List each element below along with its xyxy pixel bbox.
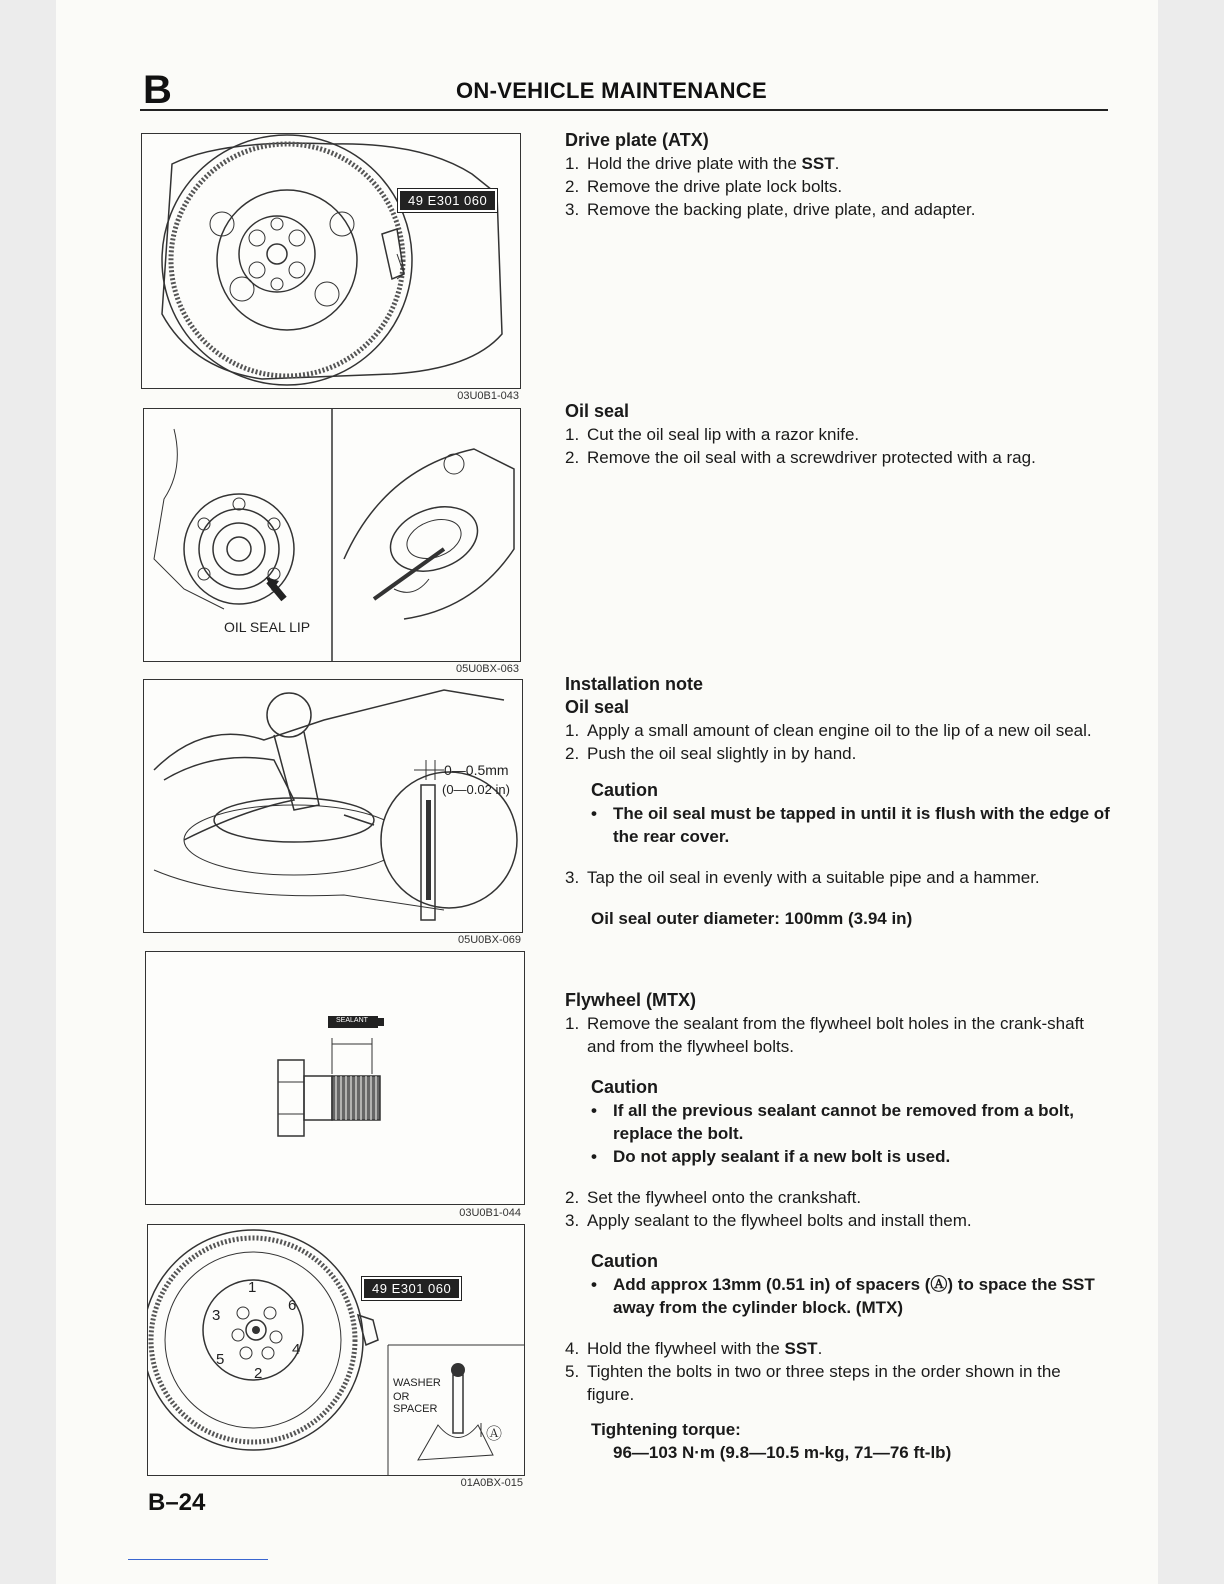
section-letter: B: [143, 68, 172, 112]
step-text-part: .: [834, 154, 840, 173]
step-text-part: Hold the flywheel with the: [587, 1339, 785, 1358]
step-text: Remove the backing plate, drive plate, and adapter.: [587, 200, 976, 219]
step-number: 1.: [565, 721, 580, 740]
step-number: 3.: [565, 200, 580, 219]
header-rule: [140, 109, 1108, 111]
caution-title: Caution: [591, 780, 658, 800]
section-heading: Installation note: [565, 674, 704, 694]
section-heading: Flywheel (MTX): [565, 990, 697, 1010]
step-number: 3.: [565, 1211, 580, 1230]
bolt-order-4: 4: [292, 1341, 301, 1358]
step-number: 2.: [565, 177, 580, 196]
step-text-part: .: [817, 1339, 823, 1358]
installation-section: [565, 673, 1110, 930]
sst-label: 49 E301 060: [398, 189, 497, 212]
footer-link-underline[interactable]: [128, 1559, 268, 1560]
caution-title: Caution: [591, 1251, 658, 1271]
step-text-strong: SST: [784, 1339, 818, 1358]
caution-title: Caution: [591, 1077, 658, 1097]
figure-flywheel: [147, 1224, 525, 1476]
torque-value: 96—103 N·m (9.8—10.5 m-kg, 71—76 ft-lb): [613, 1443, 952, 1462]
step-number: 2.: [565, 744, 580, 763]
oil-seal-lip-label: OIL SEAL LIP: [224, 619, 311, 635]
bolt-order-5: 5: [216, 1351, 225, 1368]
spacer-label: SPACER: [393, 1403, 438, 1415]
page-title: ON-VEHICLE MAINTENANCE: [456, 78, 767, 103]
step-number: 5.: [565, 1362, 580, 1381]
step: [565, 152, 1110, 175]
section-heading: Oil seal: [565, 401, 630, 421]
step-number: 1.: [565, 154, 580, 173]
spacer-a-mark: Ⓐ: [486, 1426, 503, 1443]
caution-text: Do not apply sealant if a new bolt is used.: [613, 1147, 951, 1166]
caution-text: The oil seal must be tapped in until it is flush with the edge of the rear cover.: [613, 804, 1110, 846]
bolt-sealant-illustration: [146, 952, 524, 1204]
section-heading: Drive plate (ATX): [565, 130, 709, 150]
caution-text: If all the previous sealant cannot be removed from a bolt, replace the bolt.: [613, 1101, 1074, 1143]
oil-seal-removal-illustration: [144, 409, 520, 661]
step-number: 1.: [565, 425, 580, 444]
step-number: 2.: [565, 1188, 580, 1207]
step-text: Cut the oil seal lip with a razor knife.: [587, 425, 860, 444]
step: [565, 1186, 1110, 1209]
dimension-in-label: (0—0.02 in): [442, 782, 510, 797]
caution-bullet: • Do not apply sealant if a new bolt is used.: [591, 1147, 951, 1166]
torque-title: Tightening torque:: [591, 1420, 741, 1439]
bolt-order-1: 1: [248, 1279, 257, 1296]
flywheel-section: [565, 989, 1110, 1464]
step-text-strong: SST: [801, 154, 835, 173]
caution-bullet: • If all the previous sealant cannot be removed from a bolt, replace the bolt.: [591, 1099, 1110, 1145]
oil-seal-install-illustration: [144, 680, 522, 932]
figure-code: 01A0BX-015: [460, 1477, 523, 1489]
step: [565, 742, 1110, 765]
figure-oil-seal-removal: [143, 408, 521, 662]
step-text: Tap the oil seal in evenly with a suitable pipe and a hammer.: [587, 868, 1040, 887]
washer-label: WASHER: [393, 1377, 441, 1389]
step-text: [587, 152, 1110, 175]
drive-plate-section: [565, 129, 1110, 221]
dimension-mm-label: 0—0.5mm: [444, 762, 509, 778]
figure-oil-seal-install: [143, 679, 523, 933]
step-number: 3.: [565, 868, 580, 887]
or-label: OR: [393, 1391, 410, 1403]
step-text-part: Hold the drive plate with the: [587, 154, 802, 173]
bolt-order-3: 3: [212, 1307, 221, 1324]
oil-seal-spec: Oil seal outer diameter: 100mm (3.94 in): [591, 909, 913, 928]
step-number: 1.: [565, 1014, 580, 1033]
figure-bolt-sealant: [145, 951, 525, 1205]
step-text: Remove the drive plate lock bolts.: [587, 177, 843, 196]
step-text: Push the oil seal slightly in by hand.: [587, 744, 857, 763]
step: [565, 1360, 1110, 1406]
step-text: Set the flywheel onto the crankshaft.: [587, 1188, 862, 1207]
step: [565, 423, 1110, 446]
step: [565, 719, 1110, 742]
step-number: 2.: [565, 448, 580, 467]
figure-drive-plate: [141, 133, 521, 389]
caution-bullet: • The oil seal must be tapped in until it is flush with the edge of the rear cover.: [591, 804, 1110, 846]
sst-label: 49 E301 060: [362, 1277, 461, 1300]
figure-code: 03U0B1-043: [457, 390, 519, 402]
section-subheading: Oil seal: [565, 697, 630, 717]
step-text: Apply sealant to the flywheel bolts and install them.: [587, 1211, 972, 1230]
figure-code: 05U0BX-063: [456, 663, 519, 675]
flywheel-illustration: [148, 1225, 524, 1475]
sealant-tube-label: SEALANT: [336, 1017, 368, 1024]
step-text: Tighten the bolts in two or three steps in the order shown in the figure.: [587, 1362, 1061, 1404]
figure-code: 05U0BX-069: [458, 934, 521, 946]
page-number: B–24: [148, 1489, 206, 1516]
oil-seal-removal-section: [565, 400, 1110, 469]
step: [565, 866, 1110, 889]
figure-code: 03U0B1-044: [459, 1207, 521, 1219]
step: [565, 1012, 1110, 1058]
caution-text: Add approx 13mm (0.51 in) of spacers (Ⓐ) to space the SST away from the cylinder block. (MTX): [613, 1275, 1095, 1317]
step-number: 4.: [565, 1339, 580, 1358]
step: [565, 1337, 1110, 1360]
step: [565, 175, 1110, 198]
step: [565, 446, 1110, 469]
step-text: Remove the sealant from the flywheel bolt holes in the crank-shaft and from the flywheel bolts.: [587, 1014, 1085, 1056]
step: [565, 1209, 1110, 1232]
step-text: [587, 1337, 1110, 1360]
bolt-order-2: 2: [254, 1365, 263, 1382]
bolt-order-6: 6: [288, 1297, 297, 1314]
step-text: Apply a small amount of clean engine oil to the lip of a new oil seal.: [587, 721, 1092, 740]
step: [565, 198, 1110, 221]
step-text: Remove the oil seal with a screwdriver protected with a rag.: [587, 448, 1036, 467]
drive-plate-illustration: [142, 134, 520, 388]
caution-bullet: • Add approx 13mm (0.51 in) of spacers (Ⓐ) to space the SST away from the cylinder block. (MTX): [591, 1273, 1110, 1319]
